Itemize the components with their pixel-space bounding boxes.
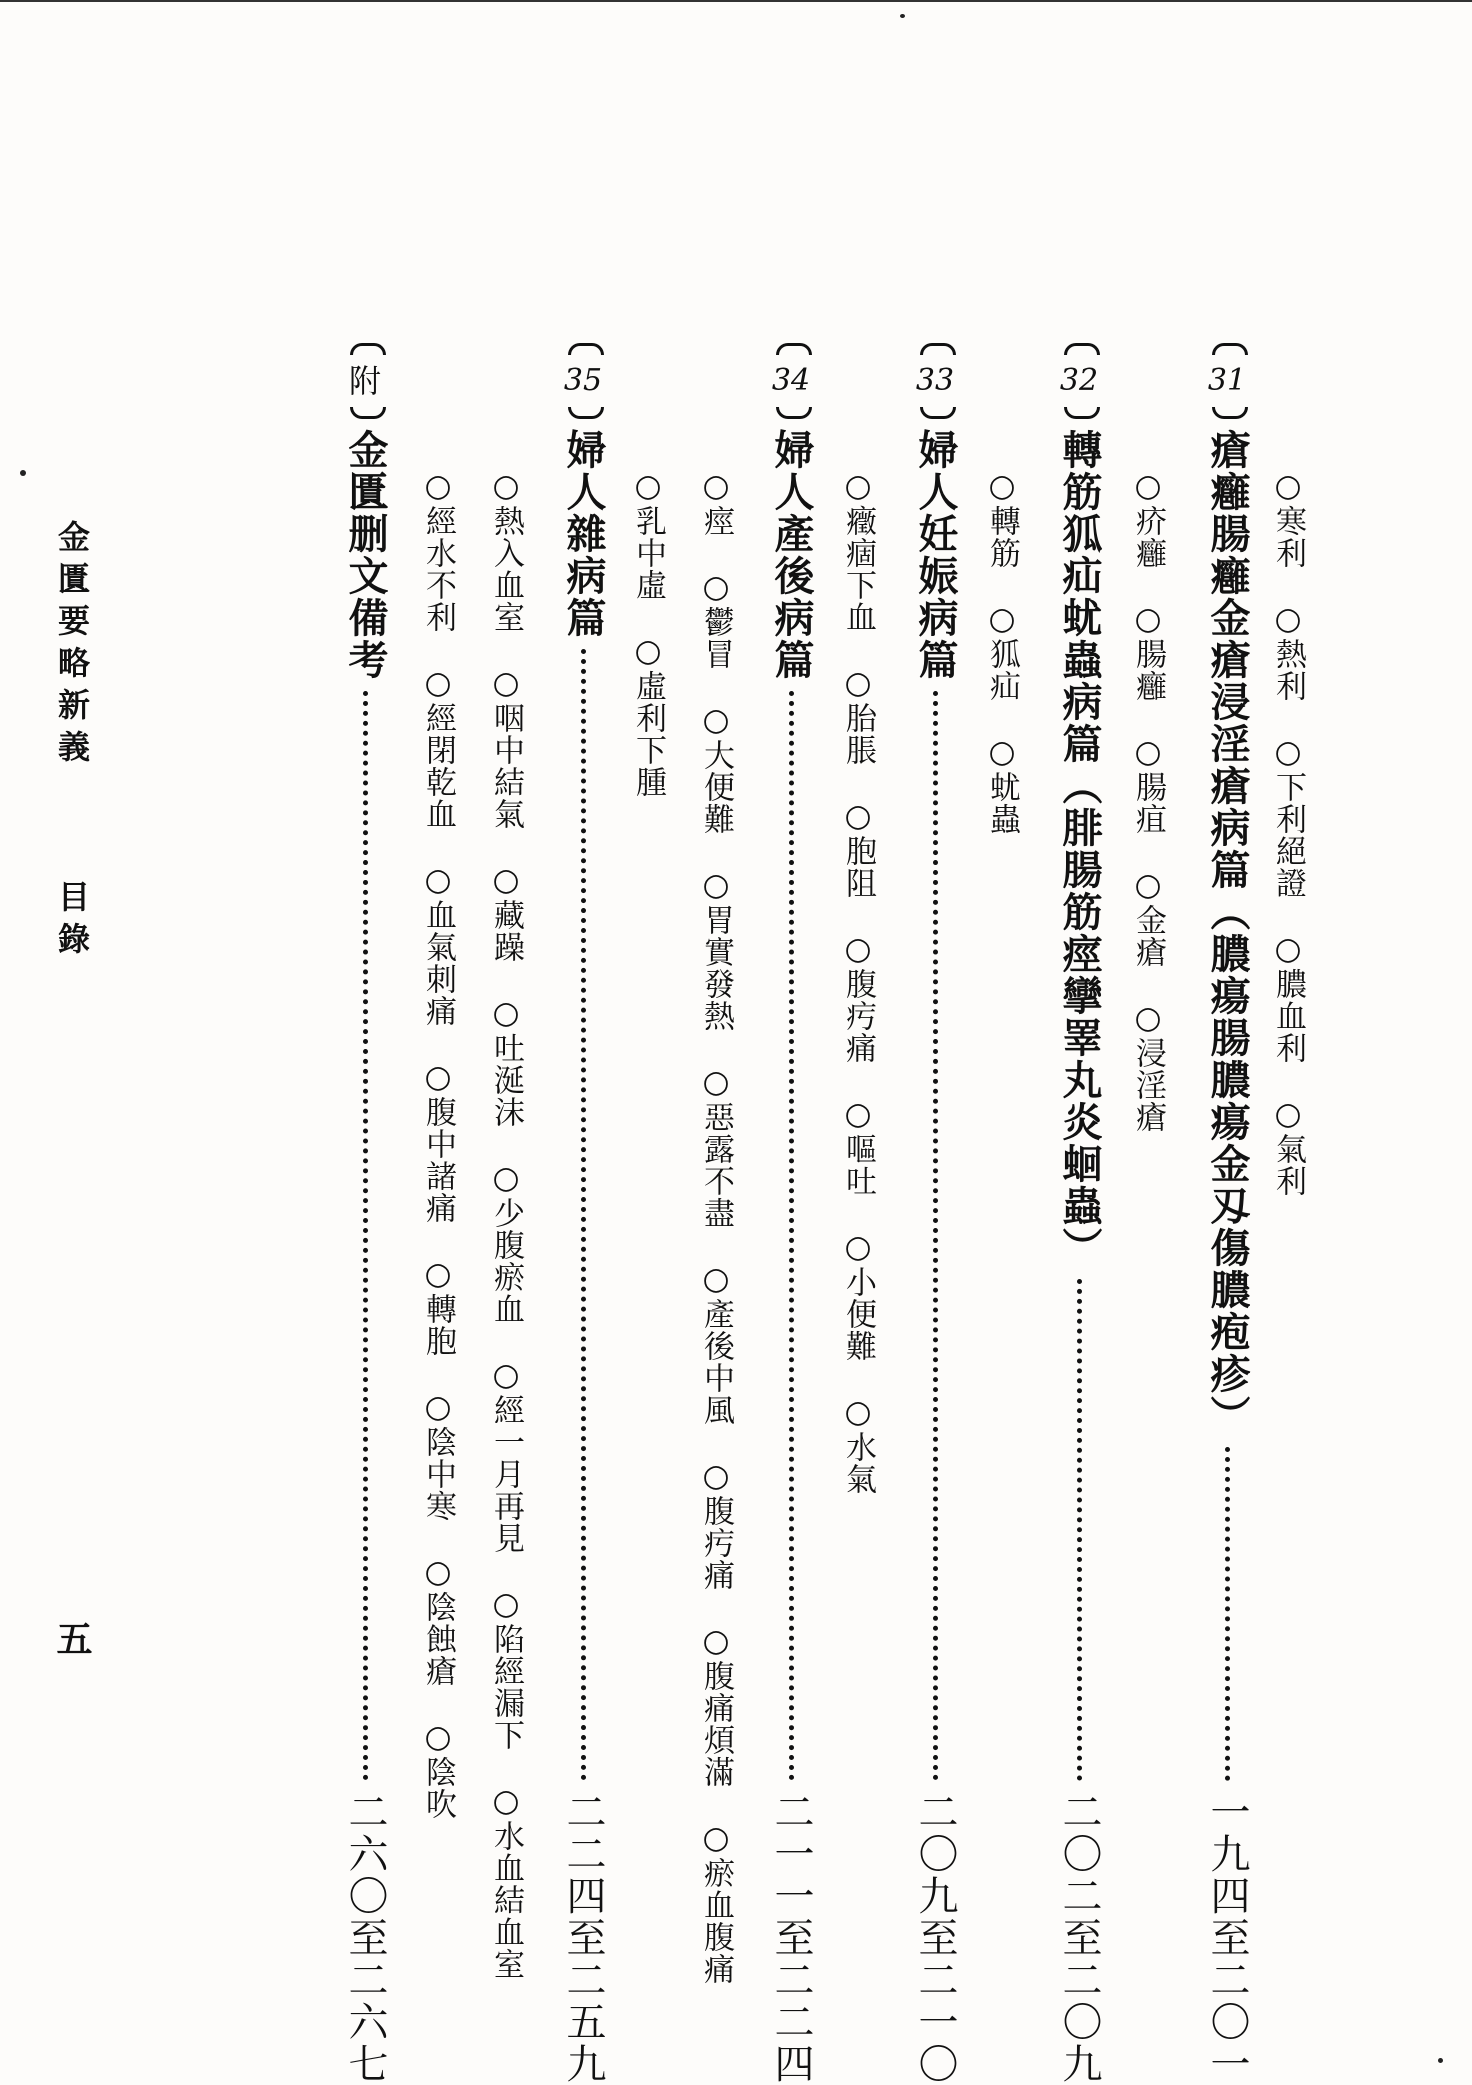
chapter-title: 婦人雜病篇 [560, 429, 607, 639]
sub-items: ○乳中虛 ○虛利下腫 [630, 468, 666, 798]
dot-leader [363, 691, 368, 1781]
chapter-number: 33 [908, 345, 962, 417]
page-range: 二一一至二二四 [768, 1791, 814, 2085]
chapter-number: 34 [764, 345, 818, 417]
chapter-number: 32 [1052, 345, 1106, 417]
sub-items: ○癥痼下血 ○胎脹 ○胞阻 ○腹㽲痛 ○嘔吐 ○小便難 ○水氣 [840, 468, 876, 1495]
dot-leader [1225, 1447, 1230, 1781]
scan-speck [1438, 2058, 1443, 2063]
book-title: 金匱要略新義 [53, 520, 91, 772]
toc-entry-33 [908, 345, 962, 2085]
sub-items: ○痙 ○鬱冒 ○大便難 ○胃實發熱 ○惡露不盡 ○產後中風 ○腹㽲痛 ○腹痛煩滿 ○瘀血腹痛 [698, 468, 734, 1985]
page-range: 二二四至二五九 [560, 1791, 606, 2085]
continuation-items: ○寒利 ○熱利 ○下利絕證 ○膿血利 ○氣利 [1270, 468, 1306, 1197]
dot-leader [581, 649, 586, 1781]
sub-items: ○疥癰 ○腸癰 ○腸疽 ○金瘡 ○浸淫瘡 [1130, 468, 1166, 1133]
dot-leader [933, 691, 938, 1781]
page-range: 二〇九至二一〇 [912, 1791, 958, 2085]
sub-items: ○轉筋 ○狐疝 ○蚘蟲 [984, 468, 1020, 835]
chapter-number: 35 [556, 345, 610, 417]
dot-leader [1077, 1279, 1082, 1781]
section-label: 目錄 [53, 880, 91, 964]
chapter-title: 轉筋狐疝蚘蟲病篇（腓腸筋痙攣睪丸炎蛔蟲） [1056, 429, 1103, 1269]
toc-entry-appendix [338, 345, 392, 2085]
toc-entry-35 [556, 345, 610, 2085]
toc-entry-34 [764, 345, 818, 2085]
dot-leader [789, 691, 794, 1781]
toc-entry-32 [1052, 345, 1106, 2085]
page-top-edge [0, 0, 1472, 2]
chapter-number: 附 [338, 345, 392, 417]
chapter-title: 瘡癰腸癰金瘡浸淫瘡病篇（膿瘍腸膿瘍金刄傷膿疱疹） [1204, 429, 1251, 1437]
chapter-title: 婦人產後病篇 [768, 429, 815, 681]
scan-speck [900, 14, 905, 18]
page-number: 五 [51, 1620, 93, 1656]
chapter-title: 金匱删文備考 [342, 429, 389, 681]
page-range: 一九四至二〇一 [1204, 1791, 1250, 2085]
sub-items: ○經水不利 ○經閉乾血 ○血氣刺痛 ○腹中諸痛 ○轉胞 ○陰中寒 ○陰蝕瘡 ○陰吹 [420, 468, 456, 1820]
chapter-title: 婦人妊娠病篇 [912, 429, 959, 681]
page-range: 二〇二至二〇九 [1056, 1791, 1102, 2085]
scan-speck [20, 470, 26, 476]
chapter-number: 31 [1200, 345, 1254, 417]
page-range: 二六〇至二六七 [342, 1791, 388, 2085]
toc-entry-31 [1200, 345, 1254, 2085]
sub-items: ○熱入血室 ○咽中結氣 ○藏躁 ○吐涎沫 ○少腹瘀血 ○經一月再見 ○陷經漏下 ○水血結血室 [488, 468, 524, 1980]
